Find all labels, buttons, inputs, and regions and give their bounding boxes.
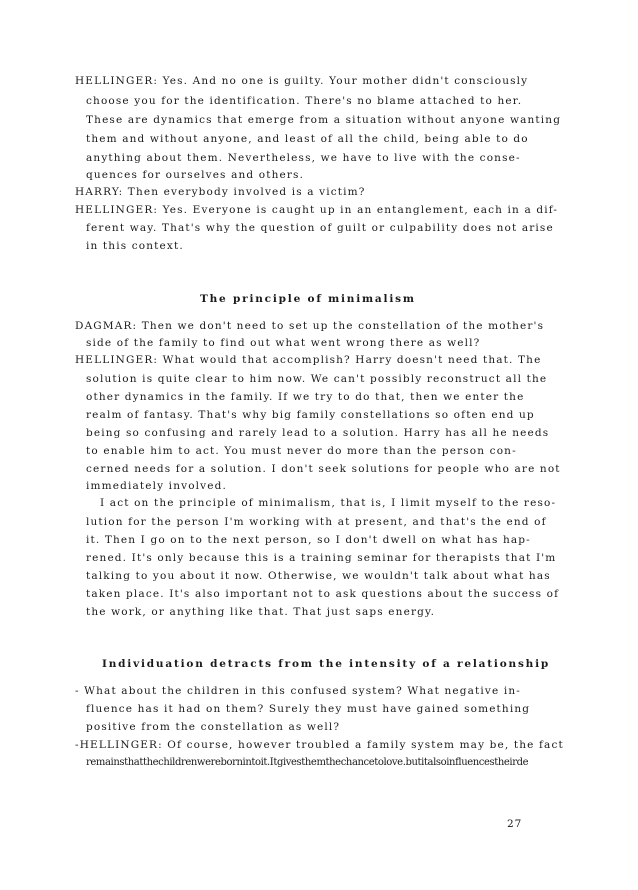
text-line: HELLINGER: Yes. And no one is guilty. Your mother didn't consciously <box>75 75 529 87</box>
section-heading: Individuation detracts from the intensity of a relationship <box>102 658 551 670</box>
text-line: ferent way. That's why the question of guilt or culpability does not arise <box>86 222 554 234</box>
text-line: positive from the constellation as well? <box>86 721 341 733</box>
text-line: immediately involved. <box>86 480 227 492</box>
text-line: rened. It's only because this is a training seminar for therapists that I'm <box>86 552 557 564</box>
page-number: 27 <box>507 818 523 830</box>
text-line: DAGMAR: Then we don't need to set up the constellation of the mother's <box>75 320 545 332</box>
text-line: them and without anyone, and least of all the child, being able to do <box>86 133 529 145</box>
text-line: the work, or anything like that. That just saps energy. <box>86 606 436 618</box>
text-line: These are dynamics that emerge from a situation without anyone wanting <box>86 114 562 126</box>
text-line: HARRY: Then everybody involved is a victim? <box>75 186 366 198</box>
text-line: - What about the children in this confused system? What negative in- <box>75 685 521 697</box>
text-line: realm of fantasy. That's why big family constellations so often end up <box>86 409 535 421</box>
text-line: quences for ourselves and others. <box>86 169 305 181</box>
text-line: to enable him to act. You must never do more than the person con- <box>86 445 517 457</box>
text-line: other dynamics in the family. If we try to do that, then we enter the <box>86 391 525 403</box>
text-line: it. Then I go on to the next person, so I don't dwell on what has hap- <box>86 534 531 546</box>
text-line: solution is quite clear to him now. We can't possibly reconstruct all the <box>86 373 548 385</box>
text-line: anything about them. Nevertheless, we have to live with the conse- <box>86 152 521 164</box>
text-line: choose you for the identification. There's no blame attached to her. <box>86 95 523 107</box>
text-line: -HELLINGER: Of course, however troubled a family system may be, the fact <box>75 739 564 751</box>
text-line: I act on the principle of minimalism, that is, I limit myself to the reso- <box>100 497 557 509</box>
text-line: in this context. <box>86 240 184 252</box>
text-line: being so confusing and rarely lead to a solution. Harry has all he needs <box>86 427 550 439</box>
text-line: taken place. It's also important not to ask questions about the success of <box>86 588 560 600</box>
text-line: talking to you about it now. Otherwise, we wouldn't talk about what has <box>86 570 551 582</box>
text-line: remainsthatthechildrenwerebornintoit.Itgivesthemthechancetolove.butitalsoinfluencestheirde <box>86 757 529 768</box>
section-heading: The principle of minimalism <box>200 293 416 305</box>
text-line: side of the family to find out what went wrong there as well? <box>86 337 481 349</box>
text-line: lution for the person I'm working with at present, and that's the end of <box>86 516 547 528</box>
text-line: HELLINGER: What would that accomplish? Harry doesn't need that. The <box>75 354 542 366</box>
text-line: HELLINGER: Yes. Everyone is caught up in an entanglement, each in a dif- <box>75 204 559 216</box>
text-line: cerned needs for a solution. I don't seek solutions for people who are not <box>86 463 561 475</box>
text-line: fluence has it had on them? Surely they must have gained something <box>86 703 531 715</box>
